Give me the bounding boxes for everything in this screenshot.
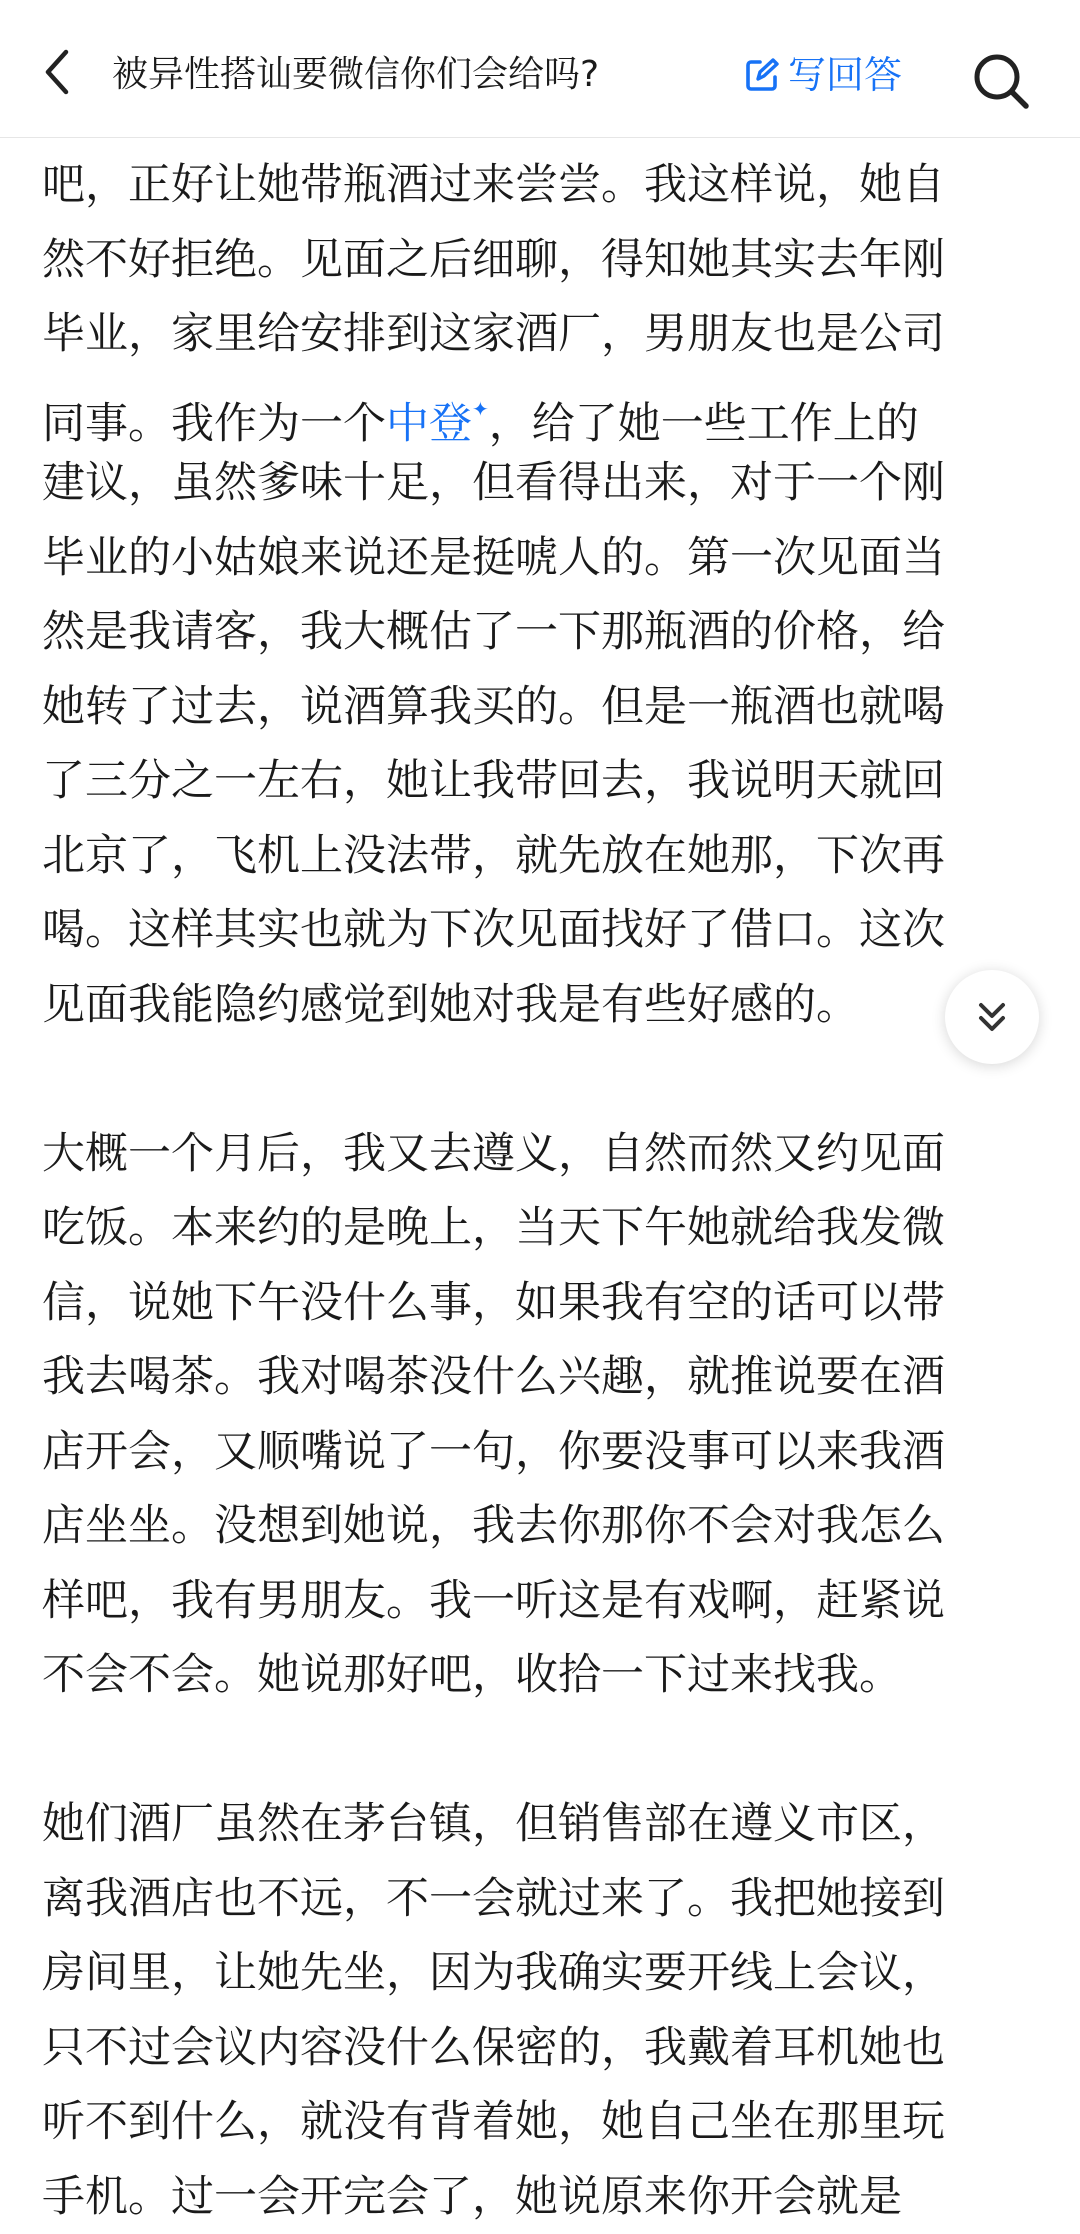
text-line: 我去喝茶。我对喝茶没什么兴趣，就推说要在酒 <box>42 1340 1042 1415</box>
text-line: 吧，正好让她带瓶酒过来尝尝。我这样说，她自 <box>42 148 1042 223</box>
scroll-down-button[interactable] <box>945 970 1039 1064</box>
text-line: 毕业的小姑娘来说还是挺唬人的。第一次见面当 <box>42 521 1042 596</box>
search-button[interactable] <box>970 50 1032 112</box>
paragraph-gap <box>42 1713 1042 1788</box>
answer-content <box>42 148 1042 2234</box>
sparkle-icon: ✦ <box>472 397 489 421</box>
text-line: 建议，虽然爹味十足，但看得出来，对于一个刚 <box>42 446 1042 521</box>
chevron-left-icon <box>38 46 78 98</box>
question-title[interactable]: 被异性搭讪要微信你们会给吗? <box>112 50 692 100</box>
keyword-link[interactable] <box>386 399 489 449</box>
search-icon <box>971 51 1031 111</box>
text-line: 她们酒厂虽然在茅台镇，但销售部在遵义市区， <box>42 1787 1042 1862</box>
text-line: 手机。过一会开完会了，她说原来你开会就是 <box>42 2160 1042 2234</box>
text-line: 听不到什么，就没有背着她，她自己坐在那里玩 <box>42 2085 1042 2160</box>
paragraph-gap <box>42 1042 1042 1117</box>
text-line: 房间里，让她先坐，因为我确实要开线上会议， <box>42 1936 1042 2011</box>
text-line: 不会不会。她说那好吧，收拾一下过来找我。 <box>42 1638 1042 1713</box>
text-line: 只不过会议内容没什么保密的，我戴着耳机她也 <box>42 2011 1042 2086</box>
double-chevron-down-icon <box>972 997 1012 1037</box>
text-line: 店开会，又顺嘴说了一句，你要没事可以来我酒 <box>42 1415 1042 1490</box>
text-line: 喝。这样其实也就为下次见面找好了借口。这次 <box>42 893 1042 968</box>
top-bar <box>0 0 1080 138</box>
write-answer-button[interactable] <box>744 48 902 102</box>
text-line: 店坐坐。没想到她说，我去你那你不会对我怎么 <box>42 1489 1042 1564</box>
text-line: 吃饭。本来约的是晚上，当天下午她就给我发微 <box>42 1191 1042 1266</box>
text-line: 了三分之一左右，她让我带回去，我说明天就回 <box>42 744 1042 819</box>
text-line: 见面我能隐约感觉到她对我是有些好感的。 <box>42 968 1042 1043</box>
keyword-link-label: 中登 <box>386 399 472 449</box>
text-line: 然不好拒绝。见面之后细聊，得知她其实去年刚 <box>42 223 1042 298</box>
text-line: 信，说她下午没什么事，如果我有空的话可以带 <box>42 1266 1042 1341</box>
text-line: 大概一个月后，我又去遵义，自然而然又约见面 <box>42 1117 1042 1192</box>
text-line: 北京了，飞机上没法带，就先放在她那，下次再 <box>42 819 1042 894</box>
text-line: 毕业，家里给安排到这家酒厂，男朋友也是公司 <box>42 297 1042 372</box>
edit-icon <box>744 57 780 93</box>
text-line: 她转了过去，说酒算我买的。但是一瓶酒也就喝 <box>42 670 1042 745</box>
text-segment: ，给了她一些工作上的 <box>489 399 919 449</box>
text-line: 离我酒店也不远，不一会就过来了。我把她接到 <box>42 1862 1042 1937</box>
text-line: 样吧，我有男朋友。我一听这是有戏啊，赶紧说 <box>42 1564 1042 1639</box>
text-line-with-link <box>42 372 1042 447</box>
write-answer-label: 写回答 <box>788 48 902 102</box>
back-button[interactable] <box>30 44 86 100</box>
text-line: 然是我请客，我大概估了一下那瓶酒的价格，给 <box>42 595 1042 670</box>
text-segment: 同事。我作为一个 <box>42 399 386 449</box>
